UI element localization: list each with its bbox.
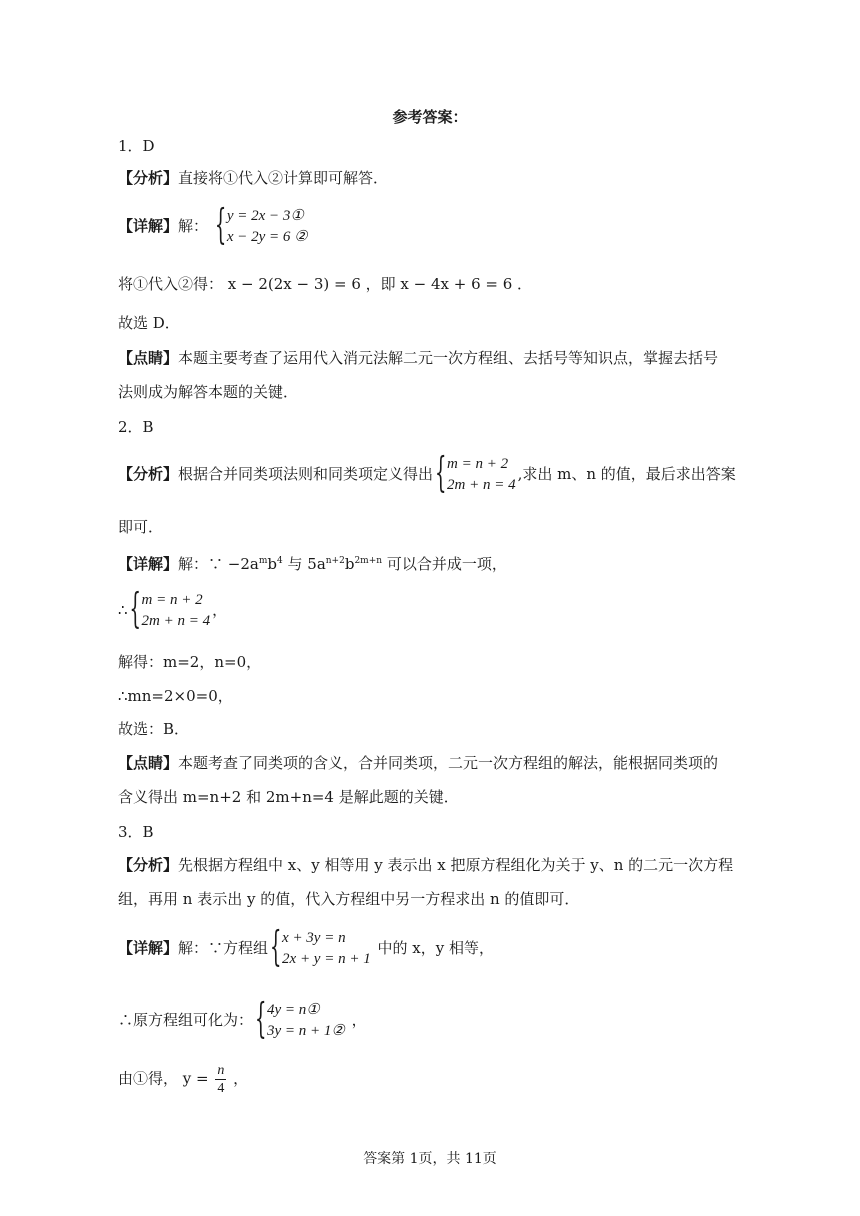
analysis-tag: 【分析】: [118, 465, 179, 483]
q3-detail: 【详解】解：∵方程组 { x + 3y = n 2x + y = n + 1 中的 x，y 相等，: [118, 923, 494, 972]
q3-reduce: ∴原方程组可化为： { 4y = n① 3y = n + 1② ，: [118, 995, 367, 1044]
q3-analysis: [118, 855, 733, 875]
q2-choice: 故选：B．: [118, 720, 190, 738]
comment-tag: 【点睛】: [118, 754, 179, 772]
equation-row: x + 3y = n: [282, 930, 346, 946]
detail-tag: 【详解】: [118, 555, 179, 573]
q2-comment-cont: 含义得出 m=n+2 和 2m+n=4 是解此题的关键．: [118, 788, 459, 806]
comment-tag: 【点睛】: [118, 349, 179, 367]
q1-answer: 1．D: [118, 137, 155, 155]
q1-step: 将①代入②得： x − 2(2x − 3) = 6 ，即 x − 4x + 6 = 6 ．: [118, 275, 533, 293]
equation-system: { x + 3y = n 2x + y = n + 1: [270, 923, 371, 972]
q3-answer: 3．B: [118, 823, 154, 841]
q1-choice: 故选 D．: [118, 314, 180, 332]
analysis-text: 直接将①代入②计算即可解答．: [178, 169, 389, 187]
q2-detail: 【详解】解：∵ $-2a^mb^4$ 与 $5a^{n+2}b^{2m+n}$ 可以合并成一项，: [118, 555, 507, 573]
equation-row: 2m + n = 4: [141, 613, 211, 629]
equation-row: 3y = n + 1②: [267, 1023, 345, 1039]
comment-text: 本题主要考查了运用代入消元法解二元一次方程组、去括号等知识点，掌握去括号: [178, 349, 719, 367]
q2-analysis: [118, 449, 736, 498]
q2-therefore: ∴ { m = n + 2 2m + n = 4 ，: [118, 585, 228, 634]
fraction-numerator: n: [217, 1063, 225, 1078]
analysis-tag: 【分析】: [118, 856, 179, 874]
equation-row: m = n + 2: [141, 592, 203, 608]
equation-system: { y = 2x − 3① x − 2y = 6 ②: [214, 201, 308, 250]
analysis-tag: 【分析】: [118, 169, 179, 187]
fraction: [215, 1062, 226, 1097]
page-title: 参考答案：: [392, 108, 468, 126]
q2-solve: 解得：m=2，n=0，: [118, 653, 262, 671]
detail-tag: 【详解】: [118, 217, 179, 235]
analysis-text-cont: ,求出 m、n 的值，最后求出答案: [517, 465, 736, 483]
equation-system: { m = n + 2 2m + n = 4: [435, 449, 516, 498]
equation-system: { m = n + 2 2m + n = 4: [129, 585, 211, 634]
equation-row: x − 2y = 6 ②: [226, 229, 308, 245]
equation-row: 4y = n①: [267, 1002, 320, 1018]
fraction-denominator: 4: [217, 1081, 225, 1096]
page-footer: 答案第 1页，共 11页: [363, 1151, 497, 1167]
equation-row: 2x + y = n + 1: [282, 951, 371, 967]
q3-analysis-cont: 组，再用 n 表示出 y 的值，代入方程组中另一方程求出 n 的值即可．: [118, 890, 580, 908]
q2-product: ∴mn=2×0=0，: [118, 687, 233, 705]
q2-analysis-cont: 即可．: [118, 518, 164, 536]
equation-system: { 4y = n① 3y = n + 1②: [255, 995, 345, 1044]
equation-row: m = n + 2: [447, 456, 509, 472]
detail-tag: 【详解】: [118, 939, 179, 957]
q1-analysis: [118, 168, 388, 188]
comment-text: 本题考查了同类项的含义，合并同类项，二元一次方程组的解法，能根据同类项的: [178, 754, 719, 772]
q2-answer: 2．B: [118, 418, 154, 436]
equation-row: y = 2x − 3①: [226, 208, 304, 224]
equation-row: 2m + n = 4: [447, 477, 516, 493]
q2-comment: [118, 753, 718, 773]
q3-from: 由①得， y = $\frac{n}{4}$ ，: [118, 1063, 249, 1096]
q1-comment: [118, 348, 718, 368]
q1-detail: [118, 201, 310, 250]
q1-comment-cont: 法则成为解答本题的关键．: [118, 383, 299, 401]
analysis-text: 根据合并同类项法则和同类项定义得出: [178, 465, 434, 483]
detail-prefix: 解：: [178, 217, 209, 235]
analysis-text: 先根据方程组中 x、y 相等用 y 表示出 x 把原方程组化为关于 y、n 的二元一次方程: [178, 856, 734, 874]
